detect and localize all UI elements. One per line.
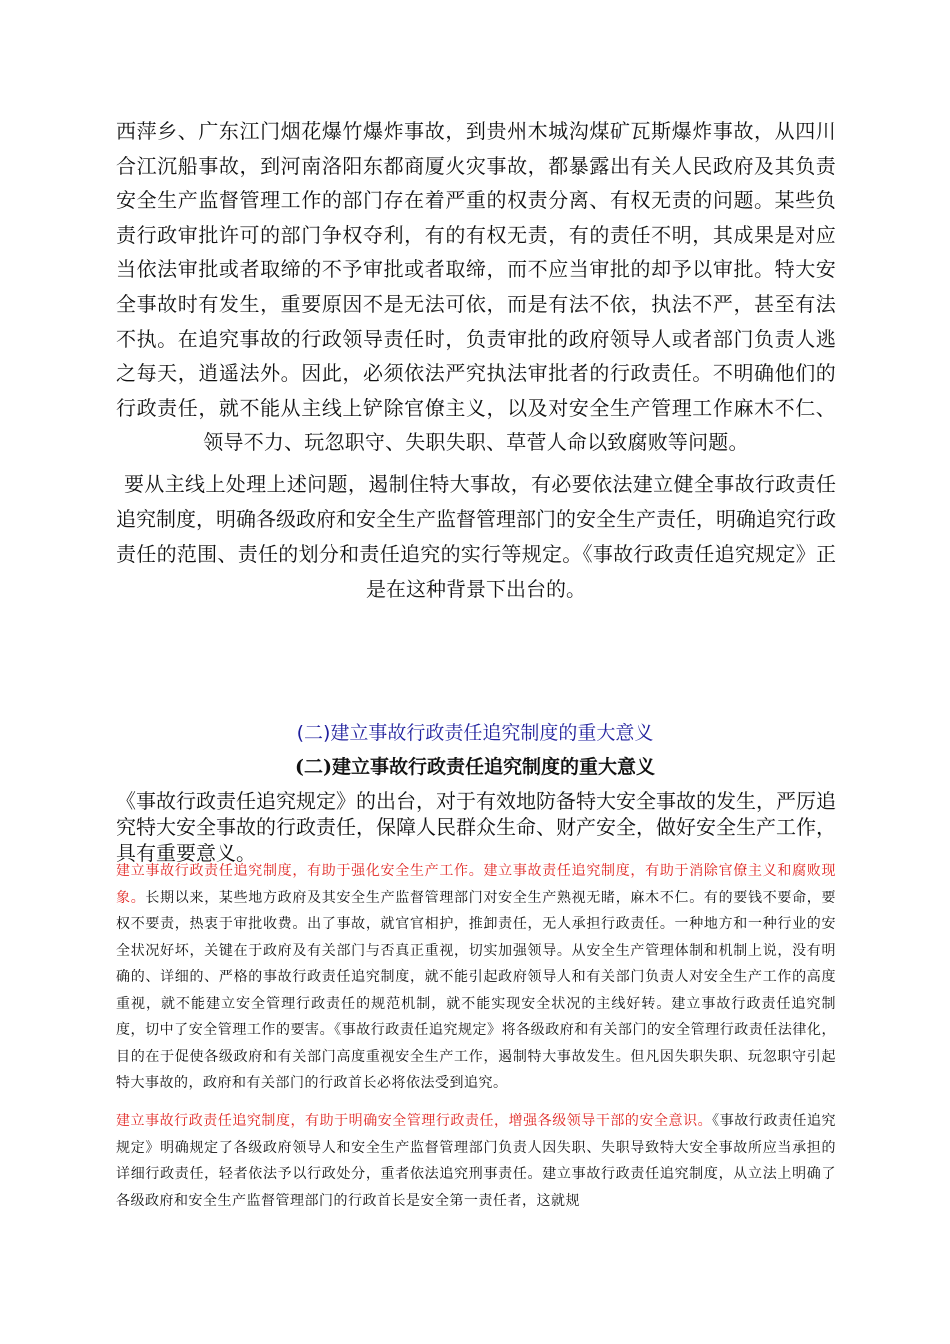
paragraph-text: 长期以来，某些地方政府及其安全生产监督管理部门对安全生产熟视无睹，麻木不仁。有的要钱不要命，要权不要责，热衷于审批收费。出了事故，就官官相护，推卸责任，无人承担行政责任。一种地方和一种行业的安全状况好坏，关键在于政府及有关部门与否真正重视，切实加强领导。从安全生产管理体制和机制上说，没有明确的、详细的、严格的事故行政责任追究制度，就不能引起政府领导人和有关部门负责人对安全生产工作的高度重视，就不能建立安全管理行政责任的规范机制，就不能实现安全状况的主线好转。建立事故行政责任追究制度，切中了安全管理工作的要害。《事故行政责任追究规定》将各级政府和有关部门的安全管理行政责任法律化，目的在于促使各级政府和有关部门高度重视安全生产工作，遏制特大事故发生。但凡因失职失职、玩忽职守引起特大事故的，政府和有关部门的行政首长必将依法受到追究。 [116,889,837,1091]
body-paragraph-1: 西萍乡、广东江门烟花爆竹爆炸事故，到贵州木城沟煤矿瓦斯爆炸事故，从四川合江沉船事故，到河南洛阳东都商厦火灾事故，都暴露出有关人民政府及其负责安全生产监督管理工作的部门存在着严重的权责分离、有权无责的问题。某些负责行政审批许可的部门争权夺利，有的有权无责，有的责任不明，其成果是对应当依法审批或者取缔的不予审批或者取缔，而不应当审批的却予以审批。特大安全事故时有发生，重要原因不是无法可依，而是有法不依，执法不严，甚至有法不执。在追究事故的行政领导责任时，负责审批的政府领导人或者部门负责人逃之每天，逍遥法外。因此，必须依法严究执法审批者的行政责任。不明确他们的行政责任，就不能从主线上铲除官僚主义，以及对安全生产管理工作麻木不仁、领导不力、玩忽职守、失职失职、草菅人命以致腐败等问题。 [116,119,836,455]
paragraph-text: 《事故行政责任追究规定》明确规定了各级政府领导人和安全生产监督管理部门负责人因失职、失职导致特大安全事故所应当承担的详细行政责任，轻者依法予以行政处分，重者依法追究刑事责任。建立事故行政责任追究制度，从立法上明确了各级政府和安全生产监督管理部门的行政首长是安全第一责任者，这就规 [116,1113,836,1209]
body-paragraph-4 [116,858,836,1097]
section-heading-blue: (二)建立事故行政责任追究制度的重大意义 [296,722,654,744]
body-paragraph-3: 《事故行政责任追究规定》的出台，对于有效地防备特大安全事故的发生，严厉追究特大安全事故的行政责任，保障人民群众生命、财产安全，做好安全生产工作，具有重要意义。 [116,789,836,865]
body-paragraph-2: 要从主线上处理上述问题，遏制住特大事故，有必要依法建立健全事故行政责任追究制度，明确各级政府和安全生产监督管理部门的安全生产责任，明确追究行政责任的范围、责任的划分和责任追究的实行等规定。《事故行政责任追究规定》正是在这种背景下出台的。 [116,472,836,601]
section-heading-bold: (二)建立事故行政责任追究制度的重大意义 [295,756,655,778]
highlighted-text: 建立事故行政责任追究制度，有助于明确安全管理行政责任，增强各级领导干部的安全意识。 [116,1113,713,1129]
body-paragraph-5 [116,1108,836,1214]
highlighted-text: 建立事故行政责任追究制度，有助于强化安全生产工作。建立事故责任追究制度，有助于消除官僚主义和腐败现象。 [116,863,836,906]
